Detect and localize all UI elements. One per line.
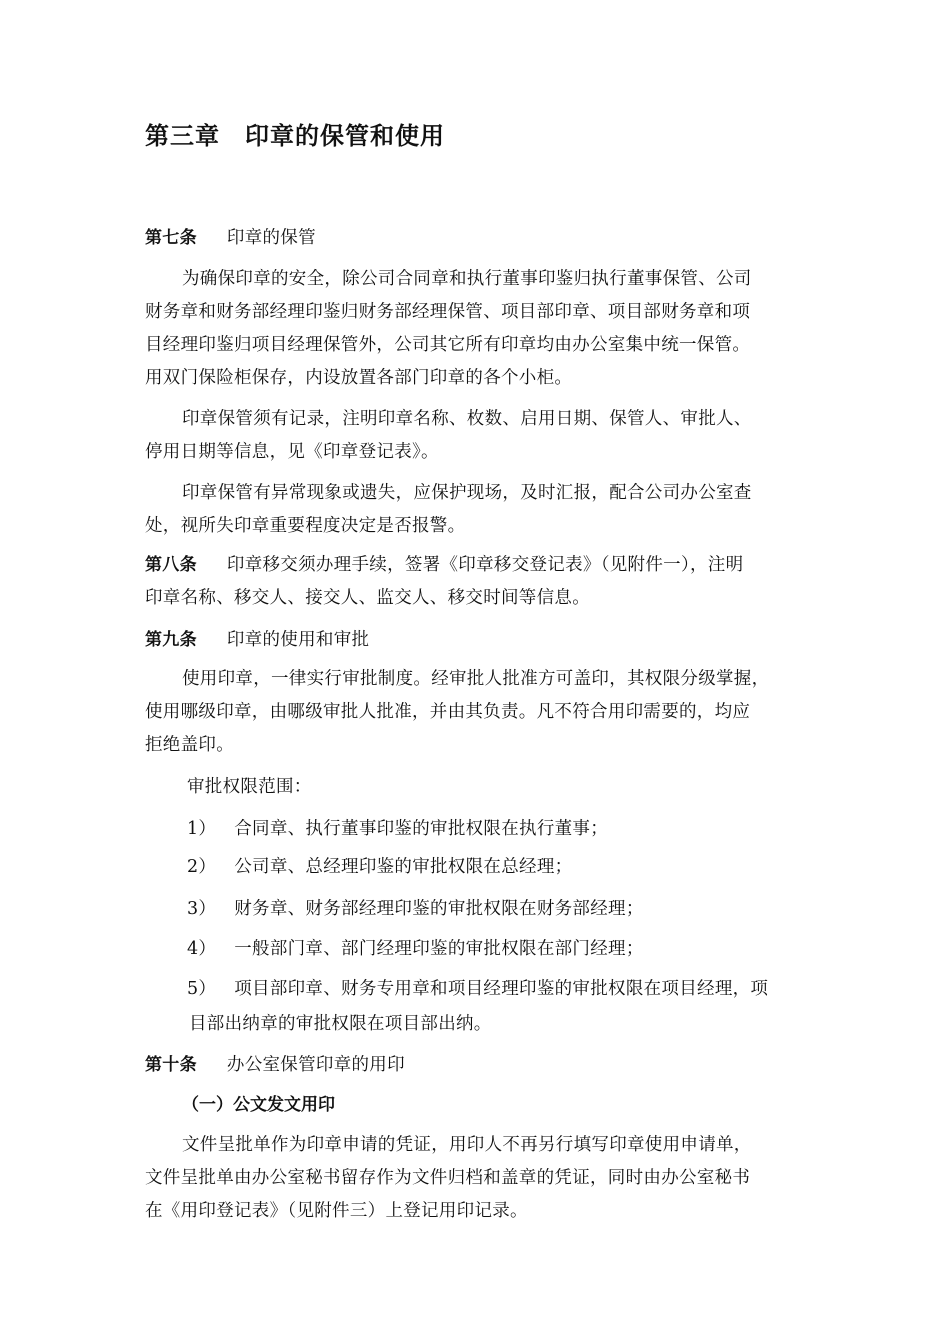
article-7-p1-line: 目经理印鉴归项目经理保管外，公司其它所有印章均由办公室集中统一保管。	[145, 335, 751, 355]
article-8-line: 印章名称、移交人、接交人、监交人、移交时间等信息。	[145, 588, 590, 608]
item-number: 1）	[187, 819, 217, 839]
article-9-heading	[145, 625, 369, 651]
item-text: 公司章、总经理印鉴的审批权限在总经理；	[234, 857, 573, 877]
article-10-title: 办公室保管印章的用印	[226, 1055, 405, 1075]
item-text: 合同章、执行董事印鉴的审批权限在执行董事；	[234, 819, 609, 839]
approval-item	[187, 815, 608, 840]
article-9-title: 印章的使用和审批	[226, 630, 370, 650]
item-text: 一般部门章、部门经理印鉴的审批权限在部门经理；	[234, 939, 644, 959]
article-7-title: 印章的保管	[226, 228, 316, 248]
article-10-p1-line: 在《用印登记表》（见附件三）上登记用印记录。	[145, 1201, 528, 1221]
article-10-p1-line: 文件呈批单作为印章申请的凭证，用印人不再另行填写印章使用申请单，	[182, 1135, 752, 1155]
article-8-text: 印章移交须办理手续，签署《印章移交登记表》（见附件一），注明	[226, 555, 744, 575]
article-7-heading	[145, 223, 316, 249]
article-7-p1-line: 财务章和财务部经理印鉴归财务部经理保管、项目部印章、项目部财务章和项	[145, 302, 751, 322]
item-text: 项目部印章、财务专用章和项目经理印鉴的审批权限在项目经理，项	[234, 979, 769, 999]
article-9-p1-line: 使用印章，一律实行审批制度。经审批人批准方可盖印，其权限分级掌握，	[182, 669, 770, 689]
article-7-p2-line: 印章保管须有记录，注明印章名称、枚数、启用日期、保管人、审批人、	[182, 409, 752, 429]
article-10-heading	[145, 1050, 405, 1076]
item-number: 3）	[187, 899, 217, 919]
approval-scope-label: 审批权限范围：	[187, 777, 312, 797]
approval-item	[187, 975, 768, 1000]
item-number: 4）	[187, 939, 217, 959]
article-10-label: 第十条	[145, 1055, 197, 1075]
item-text: 财务章、财务部经理印鉴的审批权限在财务部经理；	[234, 899, 644, 919]
article-7-label: 第七条	[145, 228, 197, 248]
article-10-p1-line: 文件呈批单由办公室秘书留存作为文件归档和盖章的凭证，同时由办公室秘书	[145, 1168, 751, 1188]
article-9-p1-line: 拒绝盖印。	[145, 735, 234, 755]
approval-item	[187, 895, 644, 920]
article-9-label: 第九条	[145, 630, 197, 650]
article-8-line	[145, 550, 743, 576]
approval-item-continuation: 目部出纳章的审批权限在项目部出纳。	[189, 1014, 492, 1034]
subsection-heading: （一）公文发文用印	[182, 1095, 335, 1115]
chapter-title: 第三章 印章的保管和使用	[145, 122, 445, 150]
article-7-p3-line: 印章保管有异常现象或遗失，应保护现场，及时汇报，配合公司办公室查	[182, 483, 752, 503]
article-9-p1-line: 使用哪级印章，由哪级审批人批准，并由其负责。凡不符合用印需要的，均应	[145, 702, 751, 722]
article-7-p3-line: 处，视所失印章重要程度决定是否报警。	[145, 516, 466, 536]
item-number: 5）	[187, 979, 217, 999]
approval-item	[187, 935, 644, 960]
approval-item	[187, 853, 572, 878]
article-7-p2-line: 停用日期等信息，见《印章登记表》。	[145, 442, 439, 462]
article-8-label: 第八条	[145, 555, 197, 575]
item-number: 2）	[187, 857, 217, 877]
article-7-p1-line: 为确保印章的安全，除公司合同章和执行董事印鉴归执行董事保管、公司	[182, 269, 752, 289]
article-7-p1-line: 用双门保险柜保存，内设放置各部门印章的各个小柜。	[145, 368, 573, 388]
